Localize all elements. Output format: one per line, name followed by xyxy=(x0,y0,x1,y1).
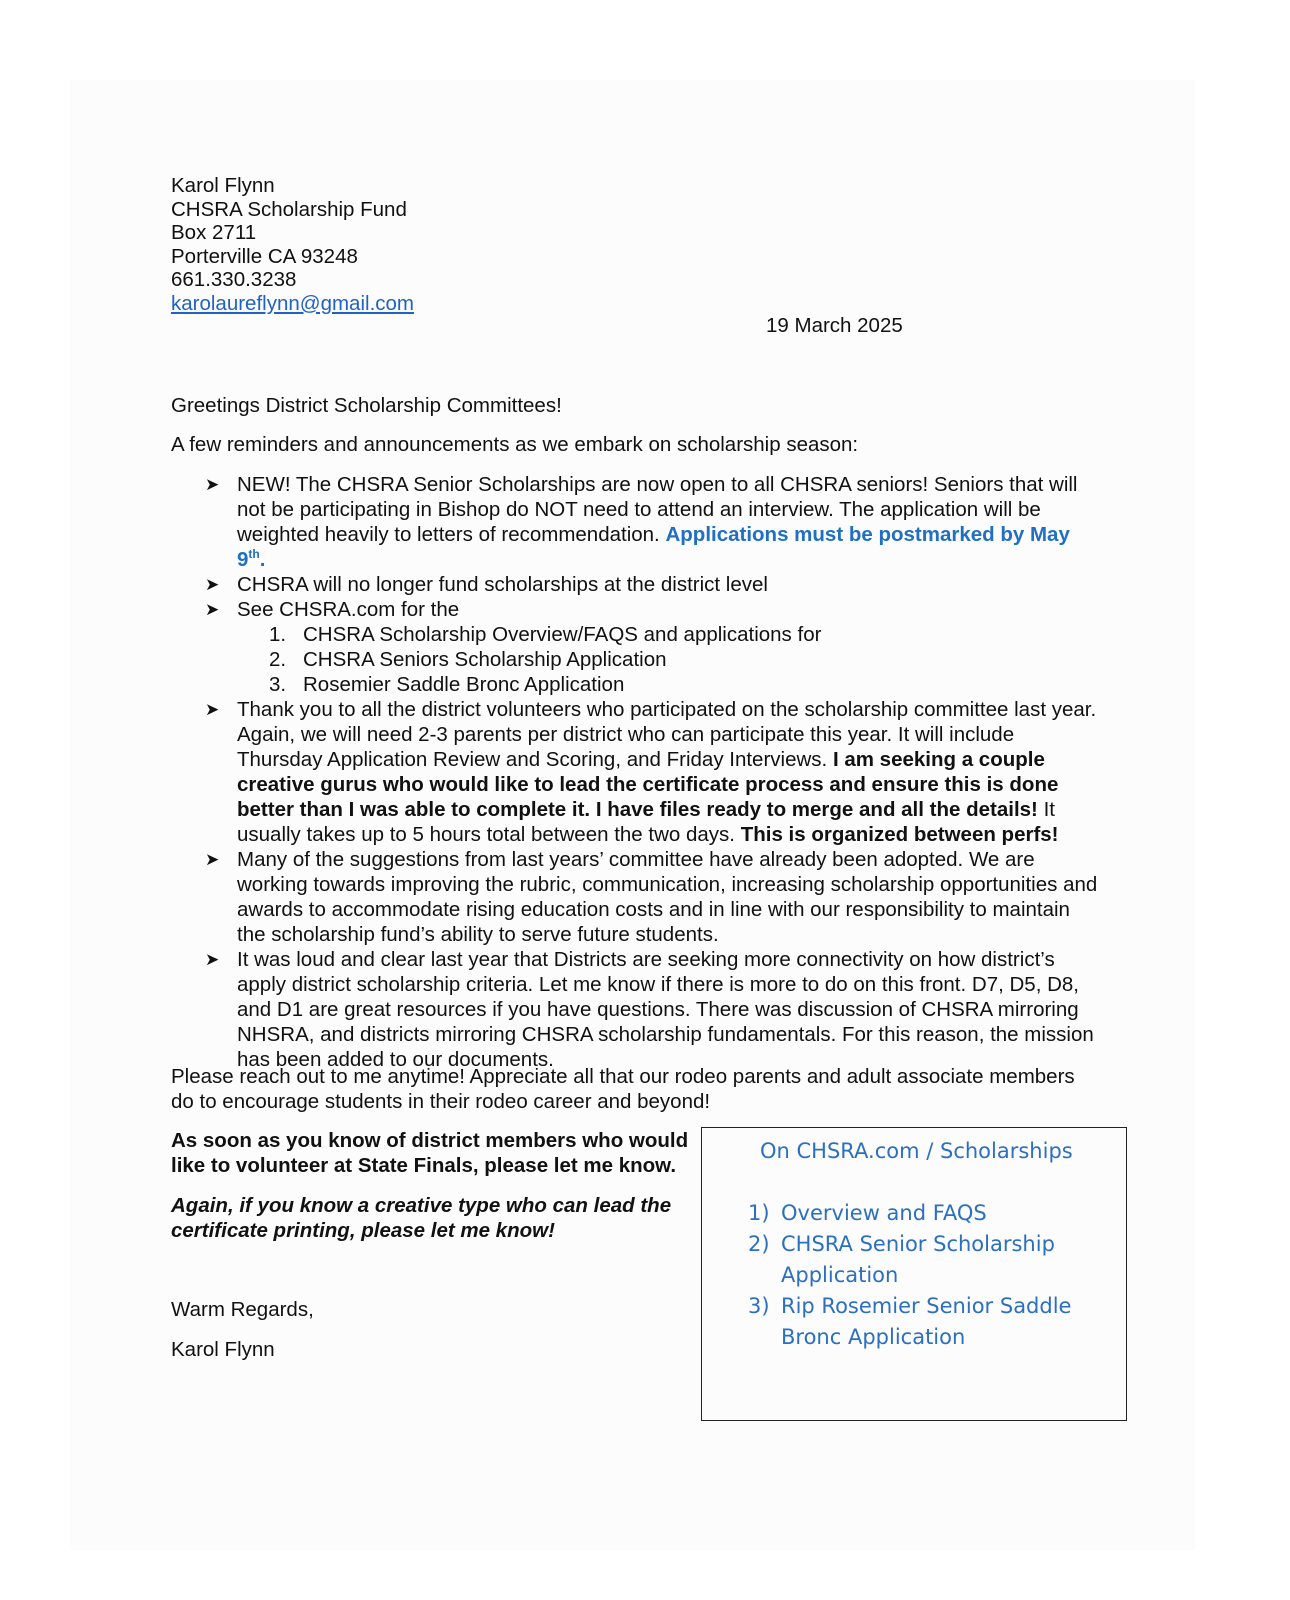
list-item-text: CHSRA Seniors Scholarship Application xyxy=(303,648,667,671)
bullet-text: It usually takes up to 5 hours total between the two days. xyxy=(237,798,1055,846)
list-number: 2. xyxy=(269,648,287,671)
deadline-text: Applications must be postmarked by May 9 xyxy=(237,523,1070,571)
list-number: 1. xyxy=(269,623,287,646)
sender-phone: 661.330.3238 xyxy=(171,268,297,291)
list-item xyxy=(171,647,1101,672)
deadline-period: . xyxy=(259,548,266,571)
list-number: 1) xyxy=(748,1201,770,1225)
sender-org: CHSRA Scholarship Fund xyxy=(171,197,407,221)
sender-name: Karol Flynn xyxy=(171,174,275,197)
bullet-bold-text: This is organized between perfs! xyxy=(740,823,1059,846)
sender-address xyxy=(171,174,414,315)
list-item xyxy=(171,472,1101,572)
bullet-bold-text: I am seeking a couple creative gurus who would like to lead the certificate process and ensure this is done better than I was able to complete it. I have files ready to merge and all the details! xyxy=(237,748,1059,821)
list-item xyxy=(171,847,1101,947)
list-item xyxy=(702,1229,1122,1291)
list-item xyxy=(702,1291,1122,1353)
signature: Karol Flynn xyxy=(171,1338,275,1361)
bullet-text: NEW! The CHSRA Senior Scholarships are now open to all CHSRA seniors! Seniors that will not be participating in Bishop do NOT need to attend an interview. The application will be weighted heavily to letters of recommendation. xyxy=(237,473,1078,546)
resources-box xyxy=(701,1127,1127,1421)
list-number: 3. xyxy=(269,673,287,696)
signoff: Warm Regards, xyxy=(171,1298,314,1321)
list-number: 3) xyxy=(748,1294,770,1318)
list-item xyxy=(171,672,1101,697)
list-item-text: CHSRA Senior Scholarship Application xyxy=(781,1232,1055,1287)
list-item xyxy=(171,622,1101,647)
letter-date: 19 March 2025 xyxy=(766,314,903,337)
bullet-text: Many of the suggestions from last years’ committee have already been adopted. We are working towards improving the rubric, communication, increasing scholarship opportunities and awards to accommodate rising education costs and in line with our responsibility to maintain the scholarship fund’s ability to serve future students. xyxy=(237,848,1098,946)
arrowhead-icon: ➤ xyxy=(205,950,220,969)
bullet-text: CHSRA will no longer fund scholarships at the district level xyxy=(237,573,768,596)
bullet-text: It was loud and clear last year that Districts are seeking more connectivity on how district’s apply district scholarship criteria. Let me know if there is more to do on this front. D7, D5, D8, and D1 are great resources if you have questions. There was discussion of CHSRA mirroring NHSRA, and districts mirroring CHSRA scholarship fundamentals. For this reason, the mission has been added to our documents. xyxy=(237,948,1094,1071)
arrowhead-icon: ➤ xyxy=(205,575,220,594)
resources-box-title: On CHSRA.com / Scholarships xyxy=(760,1139,1073,1163)
arrowhead-icon: ➤ xyxy=(205,700,220,719)
intro-text: A few reminders and announcements as we embark on scholarship season: xyxy=(171,433,859,456)
bullet-text: See CHSRA.com for the xyxy=(237,598,460,621)
list-item-text: Overview and FAQS xyxy=(781,1201,987,1225)
bullet-text: Thank you to all the district volunteers who participated on the scholarship committee last year. Again, we will need 2-3 parents per district who can participate this year. It will include Thursday Application Review and Scoring, and Friday Interviews. xyxy=(237,698,1097,771)
arrowhead-icon: ➤ xyxy=(205,600,220,619)
announcement-list xyxy=(171,472,1101,1072)
greeting: Greetings District Scholarship Committees! xyxy=(171,394,562,417)
list-item xyxy=(171,947,1101,1072)
list-item-text: Rip Rosemier Senior Saddle Bronc Application xyxy=(781,1294,1072,1349)
list-item xyxy=(171,697,1101,847)
arrowhead-icon: ➤ xyxy=(205,475,220,494)
sender-city: Porterville CA 93248 xyxy=(171,244,358,268)
list-item-text: Rosemier Saddle Bronc Application xyxy=(303,673,625,696)
sender-box: Box 2711 xyxy=(171,221,257,244)
list-number: 2) xyxy=(748,1232,770,1256)
notes-column xyxy=(171,1128,691,1258)
list-item xyxy=(171,572,1101,597)
volunteer-note: As soon as you know of district members who would like to volunteer at State Finals, please let me know. xyxy=(171,1129,689,1177)
deadline-suffix: th xyxy=(248,547,260,562)
resources-box-list xyxy=(702,1198,1122,1353)
list-item xyxy=(702,1198,1122,1229)
arrowhead-icon: ➤ xyxy=(205,850,220,869)
list-item xyxy=(171,597,1101,697)
resource-list xyxy=(237,622,1101,697)
sender-email-link[interactable]: karolaureflynn@gmail.com xyxy=(171,291,414,315)
closing-paragraph: Please reach out to me anytime! Appreciate all that our rodeo parents and adult associate members do to encourage students in their rodeo career and beyond! xyxy=(171,1065,1075,1113)
creative-note: Again, if you know a creative type who can lead the certificate printing, please let me know! xyxy=(171,1194,672,1242)
list-item-text: CHSRA Scholarship Overview/FAQS and applications for xyxy=(303,623,822,646)
